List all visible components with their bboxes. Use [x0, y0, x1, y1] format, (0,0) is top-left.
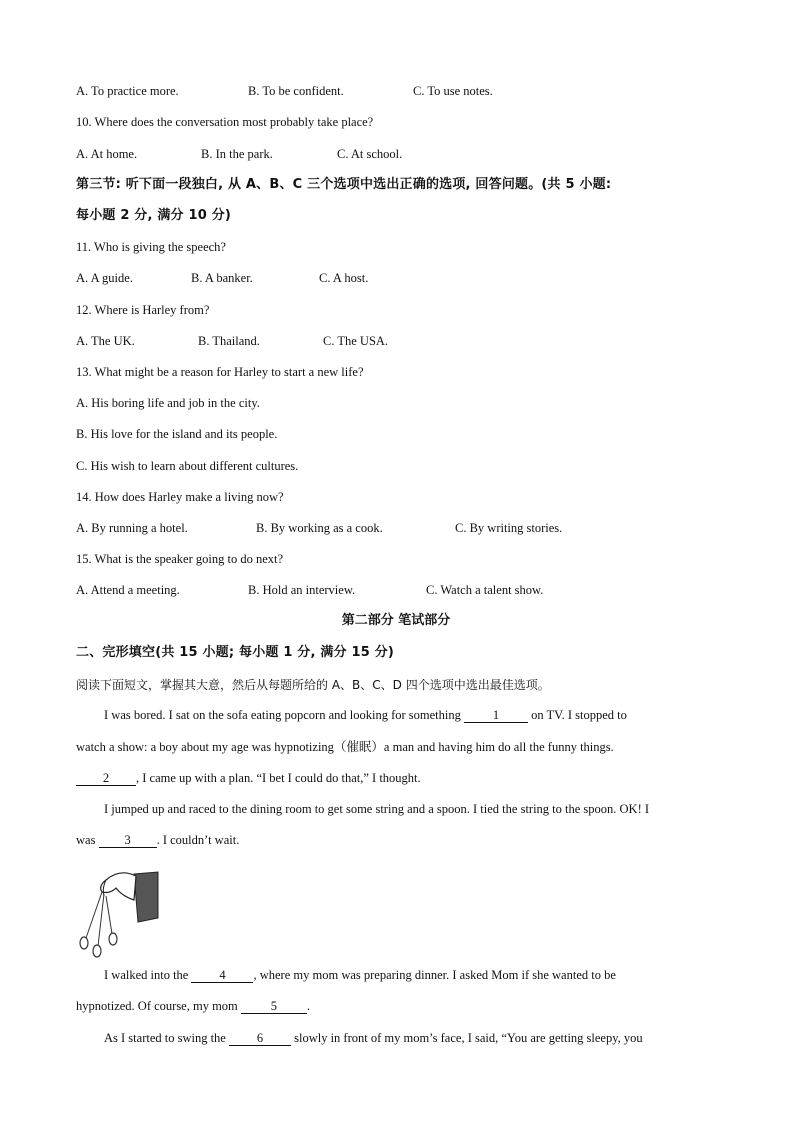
q15-option-a[interactable]: A. Attend a meeting.	[76, 583, 180, 597]
q12-options	[76, 333, 716, 349]
cloze-blank-3[interactable]: 3	[99, 833, 157, 848]
q14-question: 14. How does Harley make a living now?	[76, 490, 284, 504]
q12-option-a[interactable]: A. The UK.	[76, 334, 135, 348]
cloze-blank-6[interactable]: 6	[229, 1031, 291, 1046]
passage-text: hypnotized. Of course, my mom	[76, 999, 241, 1013]
q13-option-a[interactable]: A. His boring life and job in the city.	[76, 396, 260, 410]
q11-question: 11. Who is giving the speech?	[76, 240, 226, 254]
passage-p3-line1	[76, 967, 616, 983]
q14-option-a[interactable]: A. By running a hotel.	[76, 521, 188, 535]
cloze-instruction: 阅读下面短文，掌握其大意，然后从每题所给的 A、B、C、D 四个选项中选出最佳选项。	[76, 678, 550, 692]
cloze-heading: 二、完形填空(共 15 小题; 每小题 1 分, 满分 15 分)	[76, 645, 395, 660]
q10-option-a[interactable]: A. At home.	[76, 147, 138, 161]
q9-options	[76, 83, 716, 99]
q12-option-c[interactable]: C. The USA.	[323, 334, 389, 348]
q11-option-c[interactable]: C. A host.	[319, 271, 369, 285]
passage-text: was	[76, 833, 99, 847]
cloze-blank-2[interactable]: 2	[76, 771, 136, 786]
q9-option-c[interactable]: C. To use notes.	[413, 84, 493, 98]
passage-p4-line1	[76, 1030, 643, 1046]
passage-text: , I came up with a plan. “I bet I could do that,” I thought.	[136, 771, 421, 785]
passage-text: .	[306, 999, 311, 1013]
part2-title: 第二部分 笔试部分	[341, 613, 451, 628]
cloze-blank-4[interactable]: 4	[191, 968, 253, 983]
q11-option-b[interactable]: B. A banker.	[191, 271, 253, 285]
passage-p2-line2	[76, 832, 239, 848]
passage-text: As I started to swing the	[104, 1031, 229, 1045]
passage-p3-line2	[76, 998, 310, 1014]
q10-question: 10. Where does the conversation most probably take place?	[76, 115, 374, 129]
q13-option-c[interactable]: C. His wish to learn about different cultures.	[76, 459, 299, 473]
passage-text: I was bored. I sat on the sofa eating popcorn and looking for something	[104, 708, 464, 722]
q10-options	[76, 146, 716, 162]
passage-text: slowly in front of my mom’s face, I said, “You are getting sleepy, you	[290, 1031, 643, 1045]
q11-options	[76, 270, 716, 286]
q13-question: 13. What might be a reason for Harley to start a new life?	[76, 365, 364, 379]
q12-question: 12. Where is Harley from?	[76, 303, 210, 317]
passage-text: . I couldn’t wait.	[156, 833, 240, 847]
q14-options	[76, 520, 716, 536]
q12-option-b[interactable]: B. Thailand.	[198, 334, 260, 348]
q9-option-a[interactable]: A. To practice more.	[76, 84, 179, 98]
q15-option-c[interactable]: C. Watch a talent show.	[426, 583, 544, 597]
q15-option-b[interactable]: B. Hold an interview.	[248, 583, 356, 597]
q15-question: 15. What is the speaker going to do next?	[76, 552, 284, 566]
passage-text: , where my mom was preparing dinner. I asked Mom if she wanted to be	[253, 968, 616, 982]
passage-p1-line3	[76, 770, 421, 786]
q10-option-c[interactable]: C. At school.	[337, 147, 403, 161]
q10-option-b[interactable]: B. In the park.	[201, 147, 273, 161]
passage-text: I walked into the	[104, 968, 192, 982]
passage-p2-line1: I jumped up and raced to the dining room to get some string and a spoon. I tied the string to the spoon. OK! I	[104, 802, 650, 816]
passage-text: on TV. I stopped to	[528, 708, 627, 722]
section3-heading-line1: 第三节: 听下面一段独白, 从 A、B、C 三个选项中选出正确的选项, 回答问题。(共 5 小题:	[76, 177, 612, 192]
passage-p1-line1	[76, 707, 627, 723]
passage-p1-line2: watch a show: a boy about my age was hypnotizing（催眠）a man and having him do all the funny things.	[76, 740, 614, 754]
q14-option-c[interactable]: C. By writing stories.	[455, 521, 563, 535]
q9-option-b[interactable]: B. To be confident.	[248, 84, 344, 98]
q14-option-b[interactable]: B. By working as a cook.	[256, 521, 383, 535]
cloze-blank-5[interactable]: 5	[241, 999, 307, 1014]
section3-heading-line2: 每小题 2 分, 满分 10 分)	[76, 208, 232, 223]
hand-spoon-illustration	[76, 866, 160, 958]
q13-option-b[interactable]: B. His love for the island and its people.	[76, 427, 278, 441]
q11-option-a[interactable]: A. A guide.	[76, 271, 133, 285]
q15-options	[76, 582, 716, 598]
cloze-blank-1[interactable]: 1	[464, 708, 528, 723]
